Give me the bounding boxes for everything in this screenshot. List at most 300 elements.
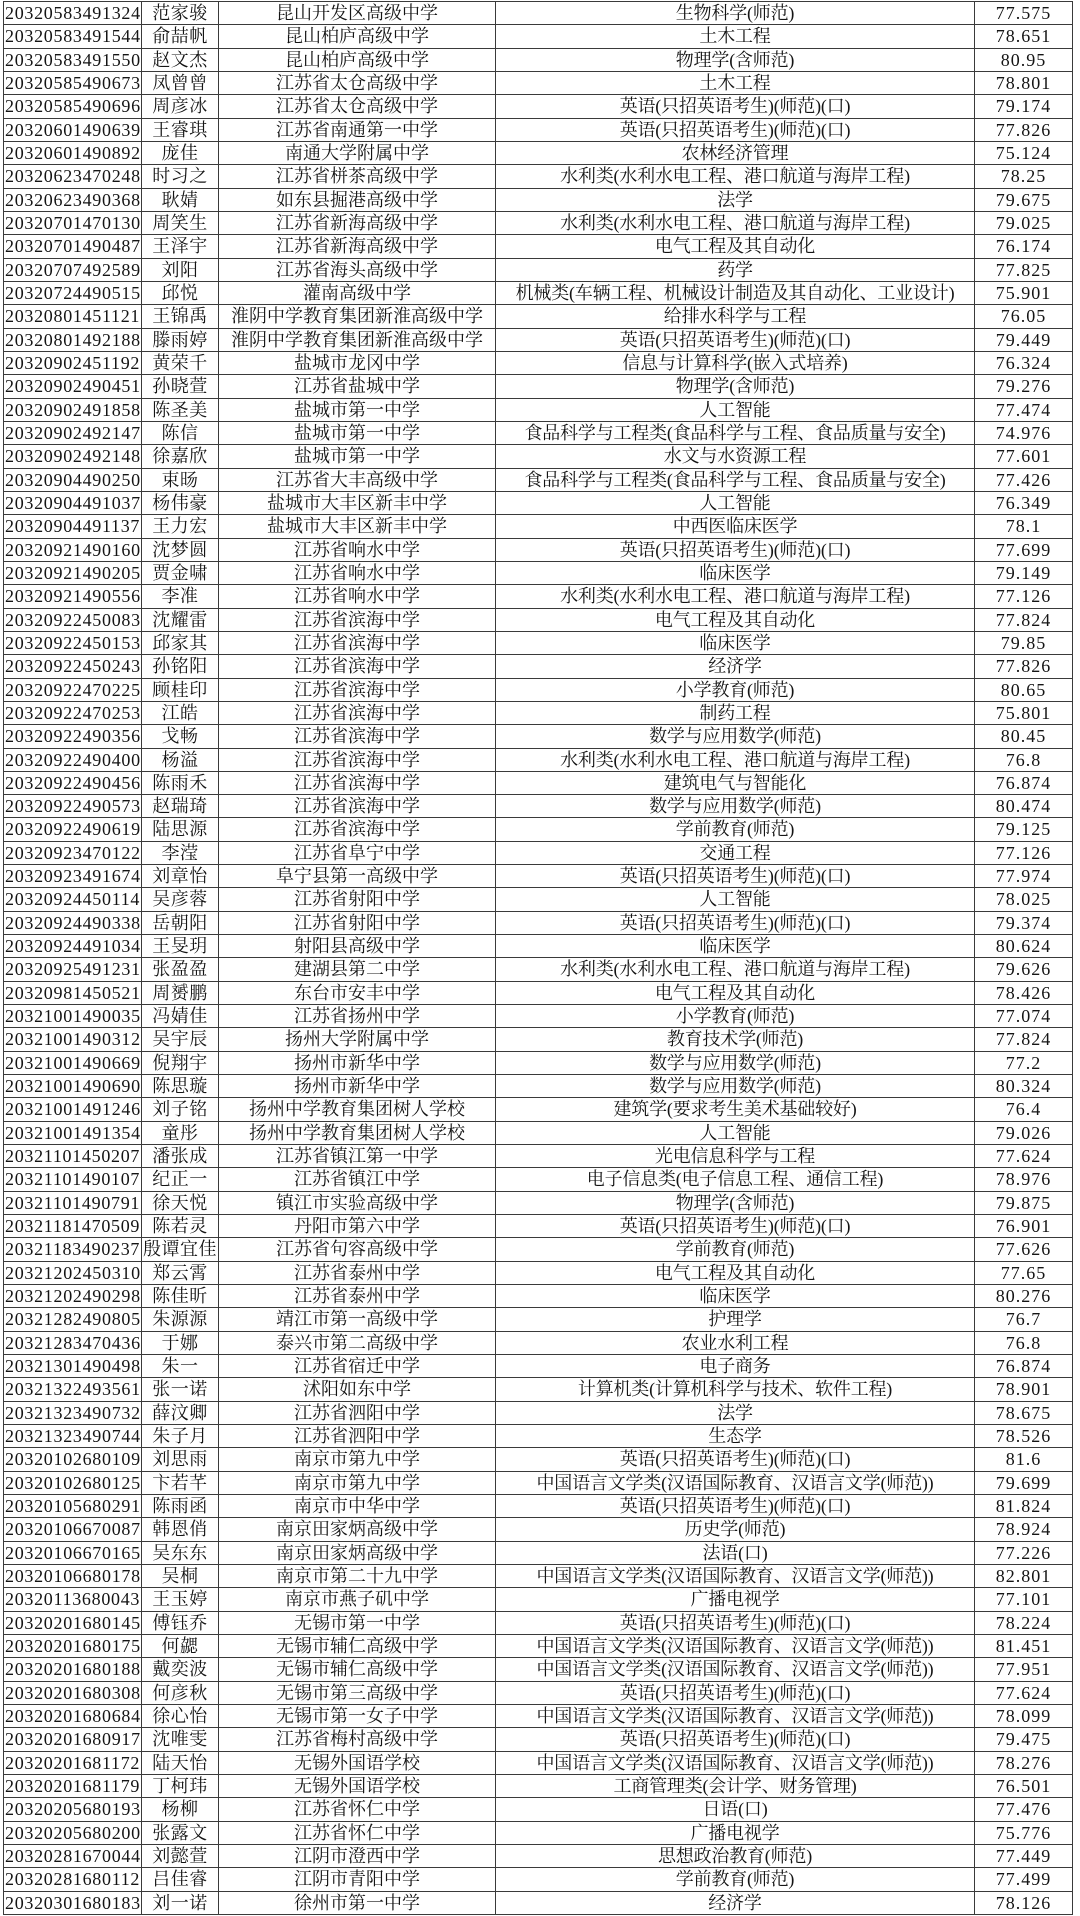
student-name-cell: 吴东东 <box>142 1542 219 1564</box>
major-cell: 中国语言文学类(汉语国际教育、汉语言文学(师范)) <box>496 1658 975 1680</box>
table-row <box>4 1332 1073 1355</box>
score-cell: 76.324 <box>975 352 1073 374</box>
score-cell: 79.699 <box>975 1472 1073 1494</box>
score-cell: 76.8 <box>975 749 1073 771</box>
table-row <box>4 912 1073 935</box>
score-cell: 77.101 <box>975 1588 1073 1610</box>
major-cell: 土木工程 <box>496 25 975 47</box>
student-name-cell: 滕雨婷 <box>142 329 219 351</box>
score-cell: 79.149 <box>975 562 1073 584</box>
school-cell: 江苏省怀仁中学 <box>219 1798 496 1820</box>
exam-id-cell: 20320102680109 <box>5 1449 141 1470</box>
student-name-cell: 王泽宇 <box>142 235 219 257</box>
table-row <box>4 492 1073 515</box>
score-cell: 82.801 <box>975 1565 1073 1587</box>
student-name-cell: 刘一诺 <box>142 1892 219 1914</box>
table-row <box>4 562 1073 585</box>
table-row <box>4 1892 1073 1915</box>
exam-id-cell: 20320281670044 <box>5 1845 141 1866</box>
table-row <box>4 1075 1073 1098</box>
exam-id-cell: 20321202490298 <box>5 1286 141 1307</box>
major-cell: 工商管理类(会计学、财务管理) <box>496 1775 975 1797</box>
student-name-cell: 傅钰乔 <box>142 1612 219 1634</box>
table-row <box>4 1005 1073 1028</box>
score-cell: 79.174 <box>975 95 1073 117</box>
score-cell: 79.026 <box>975 1122 1073 1144</box>
exam-id-cell: 20320724490515 <box>5 282 141 303</box>
table-row <box>4 632 1073 655</box>
student-name-cell: 王旻玥 <box>142 935 219 957</box>
student-name-cell: 陈雨禾 <box>142 772 219 794</box>
student-name-cell: 沈唯雯 <box>142 1728 219 1750</box>
major-cell: 人工智能 <box>496 1122 975 1144</box>
score-cell: 79.875 <box>975 1192 1073 1214</box>
student-name-cell: 束旸 <box>142 469 219 491</box>
school-cell: 镇江市实验高级中学 <box>219 1192 496 1214</box>
table-row <box>4 1542 1073 1565</box>
exam-id-cell: 20320923470122 <box>5 842 141 863</box>
exam-id-cell: 20320922470253 <box>5 702 141 723</box>
table-row <box>4 1122 1073 1145</box>
major-cell: 人工智能 <box>496 888 975 910</box>
student-name-cell: 陈思璇 <box>142 1075 219 1097</box>
student-name-cell: 周赟鹏 <box>142 982 219 1004</box>
score-cell: 77.824 <box>975 609 1073 631</box>
score-cell: 78.976 <box>975 1168 1073 1190</box>
major-cell: 数学与应用数学(师范) <box>496 1075 975 1097</box>
student-name-cell: 杨柳 <box>142 1798 219 1820</box>
school-cell: 泰兴市第二高级中学 <box>219 1332 496 1354</box>
table-row <box>4 1775 1073 1798</box>
major-cell: 水文与水资源工程 <box>496 445 975 467</box>
score-cell: 77.824 <box>975 1028 1073 1050</box>
major-cell: 临床医学 <box>496 562 975 584</box>
score-cell: 78.025 <box>975 888 1073 910</box>
major-cell: 广播电视学 <box>496 1588 975 1610</box>
school-cell: 江苏省滨海中学 <box>219 655 496 677</box>
exam-id-cell: 20321101450207 <box>5 1146 141 1167</box>
student-name-cell: 陈雨函 <box>142 1495 219 1517</box>
score-cell: 78.801 <box>975 72 1073 94</box>
exam-id-cell: 20320281680112 <box>5 1869 141 1890</box>
score-cell: 77.825 <box>975 259 1073 281</box>
school-cell: 江苏省句容高级中学 <box>219 1238 496 1260</box>
major-cell: 物理学(含师范) <box>496 1192 975 1214</box>
score-cell: 75.776 <box>975 1822 1073 1844</box>
school-cell: 江苏省镇江中学 <box>219 1168 496 1190</box>
score-cell: 76.874 <box>975 1355 1073 1377</box>
table-row <box>4 399 1073 422</box>
exam-id-cell: 20320902492148 <box>5 446 141 467</box>
table-row <box>4 1355 1073 1378</box>
exam-id-cell: 20321202450310 <box>5 1262 141 1283</box>
score-cell: 76.174 <box>975 235 1073 257</box>
school-cell: 盐城市龙冈中学 <box>219 352 496 374</box>
exam-id-cell: 20320904490250 <box>5 469 141 490</box>
table-row <box>4 1308 1073 1331</box>
score-cell: 77.65 <box>975 1262 1073 1284</box>
table-row <box>4 1402 1073 1425</box>
table-row <box>4 329 1073 352</box>
exam-id-cell: 20320925491231 <box>5 959 141 980</box>
school-cell: 江苏省新海高级中学 <box>219 235 496 257</box>
school-cell: 江苏省响水中学 <box>219 539 496 561</box>
score-cell: 78.25 <box>975 165 1073 187</box>
exam-id-cell: 20320922470225 <box>5 679 141 700</box>
school-cell: 江苏省大丰高级中学 <box>219 469 496 491</box>
table-row <box>4 1052 1073 1075</box>
table-row <box>4 49 1073 72</box>
exam-id-cell: 20320583491544 <box>5 26 141 47</box>
table-row <box>4 655 1073 678</box>
score-cell: 78.224 <box>975 1612 1073 1634</box>
student-name-cell: 周笑生 <box>142 212 219 234</box>
exam-id-cell: 20320201680684 <box>5 1705 141 1726</box>
score-cell: 76.7 <box>975 1308 1073 1330</box>
table-row <box>4 2 1073 25</box>
school-cell: 江苏省阜宁中学 <box>219 842 496 864</box>
score-cell: 77.126 <box>975 585 1073 607</box>
major-cell: 水利类(水利水电工程、港口航道与海岸工程) <box>496 585 975 607</box>
student-name-cell: 潘张成 <box>142 1145 219 1167</box>
score-cell: 80.474 <box>975 795 1073 817</box>
table-row <box>4 772 1073 795</box>
major-cell: 学前教育(师范) <box>496 1238 975 1260</box>
exam-id-cell: 20321001490669 <box>5 1052 141 1073</box>
major-cell: 中国语言文学类(汉语国际教育、汉语言文学(师范)) <box>496 1472 975 1494</box>
school-cell: 南京市第二十九中学 <box>219 1565 496 1587</box>
exam-id-cell: 20321183490237 <box>5 1239 141 1260</box>
major-cell: 学前教育(师范) <box>496 818 975 840</box>
score-cell: 77.226 <box>975 1542 1073 1564</box>
score-cell: 75.801 <box>975 702 1073 724</box>
exam-id-cell: 20321323490744 <box>5 1426 141 1447</box>
student-name-cell: 戈畅 <box>142 725 219 747</box>
student-name-cell: 孙铭阳 <box>142 655 219 677</box>
student-name-cell: 沈耀雷 <box>142 609 219 631</box>
exam-id-cell: 20321301490498 <box>5 1356 141 1377</box>
major-cell: 交通工程 <box>496 842 975 864</box>
exam-id-cell: 20320585490696 <box>5 96 141 117</box>
score-cell: 77.499 <box>975 1868 1073 1890</box>
score-cell: 77.474 <box>975 399 1073 421</box>
school-cell: 江苏省泰州中学 <box>219 1285 496 1307</box>
student-name-cell: 周彦冰 <box>142 95 219 117</box>
student-name-cell: 卞若芊 <box>142 1472 219 1494</box>
school-cell: 盐城市第一中学 <box>219 445 496 467</box>
major-cell: 经济学 <box>496 1892 975 1914</box>
school-cell: 无锡市辅仁高级中学 <box>219 1635 496 1657</box>
major-cell: 英语(只招英语考生)(师范)(口) <box>496 1682 975 1704</box>
score-cell: 78.924 <box>975 1518 1073 1540</box>
student-name-cell: 殷谭宜佳 <box>143 1239 217 1260</box>
score-cell: 77.449 <box>975 1845 1073 1867</box>
table-row <box>4 1518 1073 1541</box>
score-cell: 79.675 <box>975 189 1073 211</box>
exam-id-cell: 20320205680193 <box>5 1799 141 1820</box>
student-name-cell: 俞喆帆 <box>142 25 219 47</box>
exam-id-cell: 20320201680175 <box>5 1635 141 1656</box>
exam-id-cell: 20320921490160 <box>5 539 141 560</box>
school-cell: 徐州市第一中学 <box>219 1892 496 1914</box>
exam-id-cell: 20320201681172 <box>5 1752 141 1773</box>
table-row <box>4 539 1073 562</box>
table-row <box>4 1822 1073 1845</box>
exam-id-cell: 20320981450521 <box>5 982 141 1003</box>
table-row <box>4 609 1073 632</box>
school-cell: 盐城市大丰区新丰中学 <box>219 492 496 514</box>
exam-id-cell: 20320601490639 <box>5 119 141 140</box>
score-cell: 77.126 <box>975 842 1073 864</box>
school-cell: 丹阳市第六中学 <box>219 1215 496 1237</box>
score-cell: 79.475 <box>975 1728 1073 1750</box>
major-cell: 英语(只招英语考生)(师范)(口) <box>496 912 975 934</box>
table-row <box>4 469 1073 492</box>
exam-id-cell: 20321001490690 <box>5 1076 141 1097</box>
major-cell: 数学与应用数学(师范) <box>496 795 975 817</box>
student-name-cell: 杨伟豪 <box>142 492 219 514</box>
score-cell: 76.874 <box>975 772 1073 794</box>
exam-id-cell: 20320201680917 <box>5 1729 141 1750</box>
major-cell: 数学与应用数学(师范) <box>496 1052 975 1074</box>
student-name-cell: 丁柯玮 <box>142 1775 219 1797</box>
score-cell: 78.426 <box>975 982 1073 1004</box>
exam-id-cell: 20320623490368 <box>5 189 141 210</box>
table-row <box>4 95 1073 118</box>
score-cell: 77.626 <box>975 1238 1073 1260</box>
score-cell: 75.124 <box>975 142 1073 164</box>
major-cell: 农业水利工程 <box>496 1332 975 1354</box>
table-row <box>4 1472 1073 1495</box>
school-cell: 昆山开发区高级中学 <box>219 2 496 24</box>
major-cell: 法学 <box>496 189 975 211</box>
school-cell: 江苏省泰州中学 <box>219 1262 496 1284</box>
school-cell: 江苏省梅村高级中学 <box>219 1728 496 1750</box>
score-cell: 81.6 <box>975 1448 1073 1470</box>
student-name-cell: 纪正一 <box>142 1168 219 1190</box>
score-cell: 77.699 <box>975 539 1073 561</box>
major-cell: 电气工程及其自动化 <box>496 1262 975 1284</box>
table-row <box>4 282 1073 305</box>
exam-id-cell: 20320902491858 <box>5 399 141 420</box>
exam-id-cell: 20320201680188 <box>5 1659 141 1680</box>
school-cell: 南京田家炳高级中学 <box>219 1542 496 1564</box>
school-cell: 江苏省滨海中学 <box>219 679 496 701</box>
score-cell: 78.099 <box>975 1705 1073 1727</box>
score-cell: 80.324 <box>975 1075 1073 1097</box>
major-cell: 中国语言文学类(汉语国际教育、汉语言文学(师范)) <box>496 1635 975 1657</box>
student-name-cell: 李滢 <box>142 842 219 864</box>
school-cell: 江苏省响水中学 <box>219 585 496 607</box>
exam-id-cell: 20320301680183 <box>5 1892 141 1913</box>
exam-id-cell: 20321283470436 <box>5 1332 141 1353</box>
school-cell: 射阳县高级中学 <box>219 935 496 957</box>
student-name-cell: 时习之 <box>142 165 219 187</box>
student-name-cell: 冯婧佳 <box>142 1005 219 1027</box>
major-cell: 英语(只招英语考生)(师范)(口) <box>496 1448 975 1470</box>
student-name-cell: 张露文 <box>142 1822 219 1844</box>
score-cell: 79.85 <box>975 632 1073 654</box>
table-row <box>4 702 1073 725</box>
exam-id-cell: 20320922490573 <box>5 796 141 817</box>
student-name-cell: 孙晓萱 <box>142 375 219 397</box>
major-cell: 电气工程及其自动化 <box>496 982 975 1004</box>
school-cell: 江阴市青阳中学 <box>219 1868 496 1890</box>
table-row <box>4 1752 1073 1775</box>
table-row <box>4 1868 1073 1891</box>
exam-id-cell: 20321101490107 <box>5 1169 141 1190</box>
table-row <box>4 165 1073 188</box>
table-row <box>4 982 1073 1005</box>
major-cell: 光电信息科学与工程 <box>496 1145 975 1167</box>
school-cell: 南京田家炳高级中学 <box>219 1518 496 1540</box>
major-cell: 食品科学与工程类(食品科学与工程、食品质量与安全) <box>496 422 975 444</box>
major-cell: 小学教育(师范) <box>496 1005 975 1027</box>
major-cell: 临床医学 <box>496 1285 975 1307</box>
major-cell: 英语(只招英语考生)(师范)(口) <box>496 865 975 887</box>
school-cell: 江苏省宿迁中学 <box>219 1355 496 1377</box>
student-name-cell: 张盈盈 <box>142 958 219 980</box>
score-cell: 78.526 <box>975 1425 1073 1447</box>
table-row <box>4 725 1073 748</box>
student-name-cell: 庞佳 <box>142 142 219 164</box>
table-row <box>4 749 1073 772</box>
score-cell: 79.374 <box>975 912 1073 934</box>
table-row <box>4 1565 1073 1588</box>
exam-id-cell: 20321323490732 <box>5 1402 141 1423</box>
table-row <box>4 795 1073 818</box>
table-row <box>4 1145 1073 1168</box>
school-cell: 江苏省怀仁中学 <box>219 1822 496 1844</box>
major-cell: 英语(只招英语考生)(师范)(口) <box>496 1495 975 1517</box>
exam-id-cell: 20320707492589 <box>5 259 141 280</box>
school-cell: 淮阴中学教育集团新淮高级中学 <box>219 329 496 351</box>
school-cell: 建湖县第二中学 <box>219 958 496 980</box>
school-cell: 江苏省滨海中学 <box>219 795 496 817</box>
exam-id-cell: 20320583491324 <box>5 3 141 23</box>
student-name-cell: 徐心怡 <box>142 1705 219 1727</box>
table-row <box>4 142 1073 165</box>
score-cell: 80.65 <box>975 679 1073 701</box>
student-name-cell: 朱子月 <box>142 1425 219 1447</box>
school-cell: 盐城市大丰区新丰中学 <box>219 515 496 537</box>
student-name-cell: 童彤 <box>142 1122 219 1144</box>
major-cell: 中国语言文学类(汉语国际教育、汉语言文学(师范)) <box>496 1705 975 1727</box>
score-cell: 78.675 <box>975 1402 1073 1424</box>
major-cell: 给排水科学与工程 <box>496 305 975 327</box>
major-cell: 历史学(师范) <box>496 1518 975 1540</box>
major-cell: 日语(口) <box>496 1798 975 1820</box>
score-cell: 79.025 <box>975 212 1073 234</box>
table-row <box>4 72 1073 95</box>
student-name-cell: 张一诺 <box>142 1378 219 1400</box>
exam-id-cell: 20320922450243 <box>5 656 141 677</box>
major-cell: 中西医临床医学 <box>496 515 975 537</box>
exam-id-cell: 20320583491550 <box>5 49 141 70</box>
major-cell: 生态学 <box>496 1425 975 1447</box>
major-cell: 电子商务 <box>496 1355 975 1377</box>
major-cell: 小学教育(师范) <box>496 679 975 701</box>
school-cell: 盐城市第一中学 <box>219 399 496 421</box>
table-row <box>4 958 1073 981</box>
major-cell: 中国语言文学类(汉语国际教育、汉语言文学(师范)) <box>496 1752 975 1774</box>
score-cell: 80.276 <box>975 1285 1073 1307</box>
major-cell: 农林经济管理 <box>496 142 975 164</box>
school-cell: 如东县掘港高级中学 <box>219 189 496 211</box>
table-row <box>4 352 1073 375</box>
student-name-cell: 何彦秋 <box>142 1682 219 1704</box>
school-cell: 昆山柏庐高级中学 <box>219 25 496 47</box>
exam-id-cell: 20320923491674 <box>5 866 141 887</box>
student-name-cell: 韩恩俏 <box>142 1518 219 1540</box>
student-name-cell: 沈梦圆 <box>142 539 219 561</box>
student-name-cell: 刘章怡 <box>142 865 219 887</box>
exam-id-cell: 20320922490619 <box>5 819 141 840</box>
score-cell: 76.901 <box>975 1215 1073 1237</box>
major-cell: 中国语言文学类(汉语国际教育、汉语言文学(师范)) <box>496 1565 975 1587</box>
school-cell: 无锡市第三高级中学 <box>219 1682 496 1704</box>
exam-id-cell: 20320921490556 <box>5 586 141 607</box>
table-row <box>4 1285 1073 1308</box>
school-cell: 扬州中学教育集团树人学校 <box>219 1098 496 1120</box>
major-cell: 建筑电气与智能化 <box>496 772 975 794</box>
major-cell: 信息与计算科学(嵌入式培养) <box>496 352 975 374</box>
exam-id-cell: 20320106670165 <box>5 1542 141 1563</box>
student-name-cell: 于娜 <box>142 1332 219 1354</box>
score-cell: 79.276 <box>975 375 1073 397</box>
score-cell: 81.451 <box>975 1635 1073 1657</box>
school-cell: 无锡市第一女子中学 <box>219 1705 496 1727</box>
student-name-cell: 徐嘉欣 <box>142 445 219 467</box>
student-name-cell: 邱悦 <box>142 282 219 304</box>
score-cell: 77.974 <box>975 865 1073 887</box>
exam-id-cell: 20320113680043 <box>5 1589 141 1610</box>
major-cell: 广播电视学 <box>496 1822 975 1844</box>
school-cell: 东台市安丰中学 <box>219 982 496 1004</box>
score-cell: 77.2 <box>975 1052 1073 1074</box>
major-cell: 水利类(水利水电工程、港口航道与海岸工程) <box>496 749 975 771</box>
student-name-cell: 薛汶卿 <box>142 1402 219 1424</box>
student-name-cell: 李准 <box>142 585 219 607</box>
school-cell: 沭阳如东中学 <box>219 1378 496 1400</box>
student-name-cell: 朱源源 <box>142 1308 219 1330</box>
student-name-cell: 赵文杰 <box>142 49 219 71</box>
major-cell: 机械类(车辆工程、机械设计制造及其自动化、工业设计) <box>496 282 975 304</box>
exam-id-cell: 20320922450083 <box>5 609 141 630</box>
table-row <box>4 865 1073 888</box>
school-cell: 南京市第九中学 <box>219 1472 496 1494</box>
table-row <box>4 1028 1073 1051</box>
exam-id-cell: 20320201681179 <box>5 1775 141 1796</box>
major-cell: 英语(只招英语考生)(师范)(口) <box>496 1215 975 1237</box>
score-cell: 77.476 <box>975 1798 1073 1820</box>
exam-id-cell: 20321001491246 <box>5 1099 141 1120</box>
table-row <box>4 1798 1073 1821</box>
major-cell: 物理学(含师范) <box>496 375 975 397</box>
score-cell: 79.626 <box>975 958 1073 980</box>
major-cell: 英语(只招英语考生)(师范)(口) <box>496 95 975 117</box>
exam-id-cell: 20320922490456 <box>5 772 141 793</box>
table-row <box>4 585 1073 608</box>
school-cell: 江苏省太仓高级中学 <box>219 72 496 94</box>
school-cell: 扬州大学附属中学 <box>219 1028 496 1050</box>
exam-id-cell: 20320902490451 <box>5 376 141 397</box>
table-row <box>4 1845 1073 1868</box>
school-cell: 江苏省太仓高级中学 <box>219 95 496 117</box>
school-cell: 江苏省滨海中学 <box>219 725 496 747</box>
exam-id-cell: 20320922490400 <box>5 749 141 770</box>
exam-id-cell: 20320201680145 <box>5 1612 141 1633</box>
